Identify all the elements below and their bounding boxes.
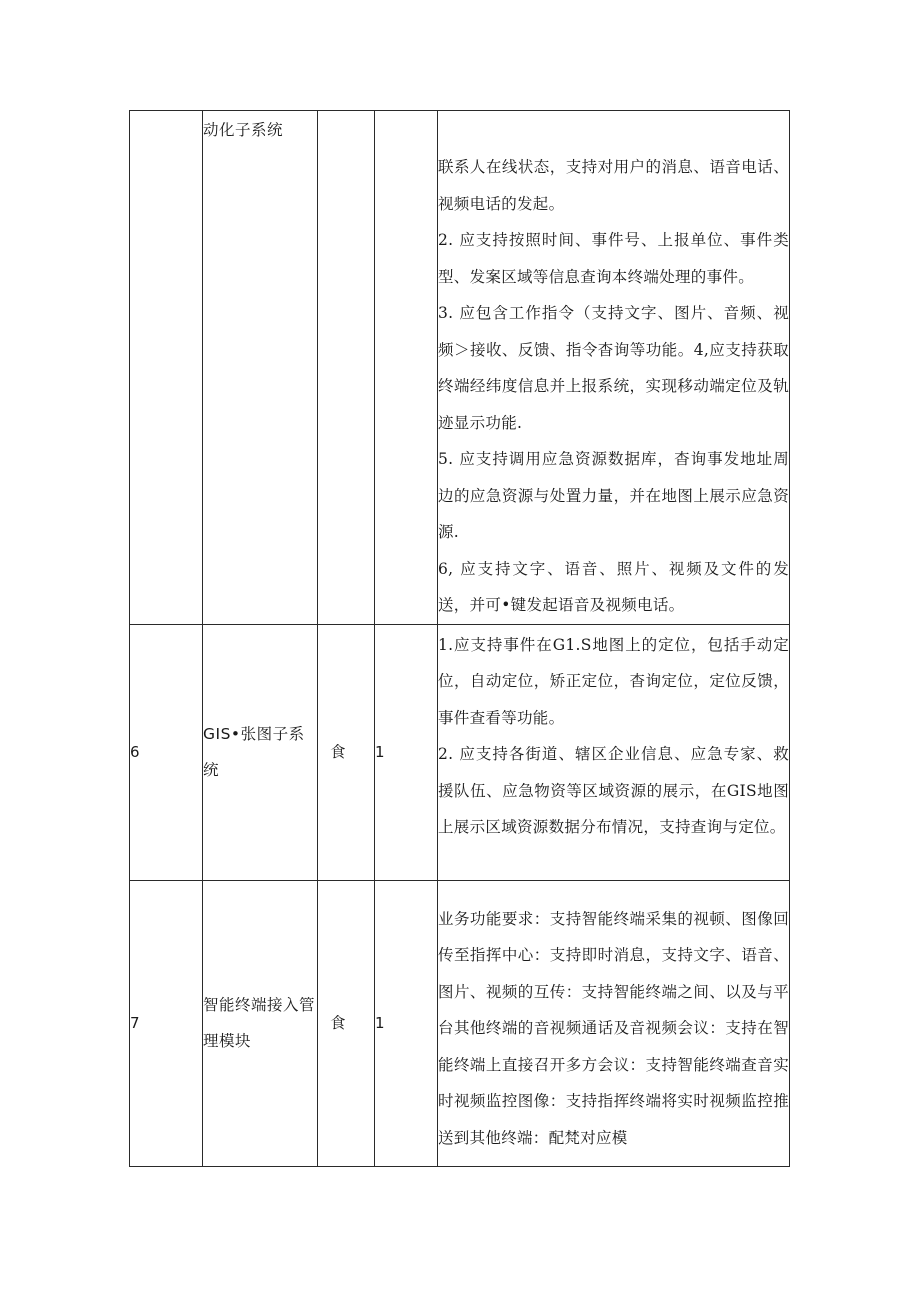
description-paragraph: 2. 应支持各街道、辖区企业信息、应急专家、救援队伍、应急物资等区域资源的展示，在GIS地图上展示区域资源数据分布情况，支持查询与定位。	[438, 745, 789, 836]
description-cell	[438, 624, 790, 880]
unit-cell: 食	[318, 624, 375, 880]
item-name-cell: 智能终端接入管理模块	[203, 880, 318, 1166]
description-paragraph: 3. 应包含工作指令（支持文字、图片、音频、视频＞接收、反馈、指令杳询等功能。4,应支持获取终端经纬度信息并上报系统，实现移动端定位及轨迹显示功能.	[438, 304, 789, 432]
quantity-cell: 1	[375, 624, 438, 880]
description-paragraph: 联系人在线状态，支持对用户的消息、语音电话、视频电话的发起。	[438, 158, 789, 213]
quantity-cell: 1	[375, 880, 438, 1166]
description-paragraph: 1.应支持事件在G1.S地图上的定位，包括手动定位，自动定位，矫正定位，杳询定位，定位反馈，事件查看等功能。	[438, 635, 789, 727]
row-number-cell	[130, 111, 203, 625]
table-row	[130, 880, 790, 1166]
unit-cell	[318, 111, 375, 625]
row-number-cell: 6	[130, 624, 203, 880]
quantity-cell	[375, 111, 438, 625]
row-number-cell: 7	[130, 880, 203, 1166]
description-paragraph: 2. 应支持按照时间、事件号、上报单位、事件类型、发案区域等信息查询本终端处理的事件。	[438, 231, 789, 286]
unit-cell: 食	[318, 880, 375, 1166]
description-cell	[438, 111, 790, 625]
description-paragraph: 6, 应支持文字、语音、照片、视频及文件的发送，并可•键发起语音及视频电话。	[438, 559, 789, 614]
description-paragraph: 5. 应支持调用应急资源数据库，杳询事发地址周边的应急资源与处置力量，并在地图上展示应急资源.	[438, 450, 789, 541]
description-cell	[438, 880, 790, 1166]
spec-table	[129, 110, 790, 1167]
description-paragraph: 业务功能要求：支持智能终端采集的视顿、图像回传至指挥中心：支持即时消息，支持文字、语音、图片、视频的互传：支持智能终端之间、以及与平台其他终端的音视频通话及音视频会议：支持在智能终端上直接召开多方会议：支持智能终端查音实时视频监控图像：支持指挥终端将实时视频监控推送到其他终端：配梵对应模	[438, 909, 789, 1147]
table-row	[130, 624, 790, 880]
table-row	[130, 111, 790, 625]
item-name-cell: GIS•张图子系统	[203, 624, 318, 880]
item-name-cell: 动化子系统	[203, 111, 318, 625]
